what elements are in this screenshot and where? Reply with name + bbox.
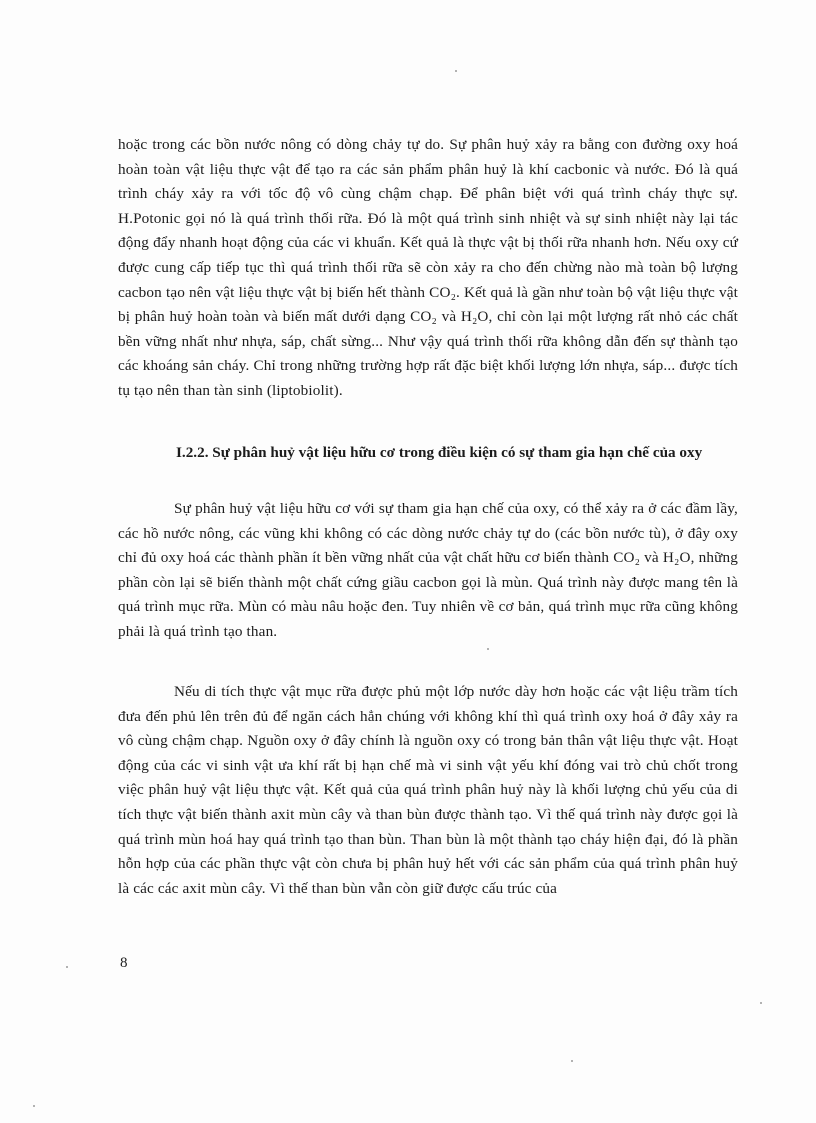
scan-speck bbox=[760, 1002, 762, 1004]
body-paragraph-1 bbox=[118, 133, 738, 404]
scan-speck bbox=[487, 648, 489, 650]
body-paragraph-3 bbox=[118, 680, 738, 901]
paragraph-text: Nếu di tích thực vật mục rữa được phủ một lớp nước dày hơn hoặc các vật liệu trầm tích đưa đến phủ lên trên đủ để ngăn cách hẳn chúng với không khí thì quá trình oxy hoá ở đây xảy ra vô cùng chậm chạp. Nguồn oxy ở đây chính là nguồn oxy có trong bản thân vật liệu thực vật. Hoạt động của các vi sinh vật ưa khí rất bị hạn chế mà vi sinh vật yếu khí đóng vai trò chủ chốt trong việc phân huỷ vật liệu thực vật. Kết quả của quá trình phân huỷ này là khối lượng chủ yếu của di tích thực vật biến thành axit mùn cây và than bùn được thành tạo. Vì thế quá trình này được gọi là quá trình mùn hoá hay quá trình tạo than bùn. Than bùn là một thành tạo cháy hiện đại, đó là phần hỗn hợp của các phần thực vật còn chưa bị phân huỷ hết với các sản phẩm của quá trình phân huỷ là các các axit mùn cây. Vì thế than bùn vẫn còn giữ được cấu trúc của bbox=[118, 683, 738, 897]
body-paragraph-2 bbox=[118, 497, 738, 645]
scan-speck bbox=[66, 966, 68, 968]
paragraph-text: Sự phân huỷ vật liệu hữu cơ với sự tham gia hạn chế của oxy, có thể xảy ra ở các đầm lầy, các hồ nước nông, các vũng khi không có các dòng nước chảy tự do (các bồn nước tù), ở đây oxy chỉ đủ oxy hoá các thành phần ít bền vững nhất của vật chất hữu cơ biến thành CO₂ và H₂O, những phần còn lại sẽ biến thành một chất cứng giầu cacbon gọi là mùn. Quá trình này được mang tên là quá trình mục rữa. Mùn có màu nâu hoặc đen. Tuy nhiên về cơ bản, quá trình mục rữa cũng không phải là quá trình tạo than. bbox=[118, 500, 738, 640]
section-heading: I.2.2. Sự phân huỷ vật liệu hữu cơ trong điều kiện có sự tham gia hạn chế của oxy bbox=[176, 444, 703, 461]
scan-speck bbox=[33, 1105, 35, 1107]
scan-speck bbox=[455, 70, 457, 72]
scan-speck bbox=[571, 1060, 573, 1062]
page-number: 8 bbox=[120, 955, 128, 971]
paragraph-text: hoặc trong các bồn nước nông có dòng chảy tự do. Sự phân huỷ xảy ra bằng con đường oxy hoá hoàn toàn vật liệu thực vật để tạo ra các sản phẩm phân huỷ là khí cacbonic và nước. Đó là quá trình cháy xảy ra với tốc độ vô cùng chậm chạp. Để phân biệt với quá trình cháy thực sự. H.Potonic gọi nó là quá trình thối rữa. Đó là một quá trình sinh nhiệt và sự sinh nhiệt này lại tác động đẩy nhanh hoạt động của các vi khuẩn. Kết quả là thực vật bị thối rữa nhanh hơn. Nếu oxy cứ được cung cấp tiếp tục thì quá trình thối rữa sẽ còn xảy ra cho đến chừng nào mà toàn bộ lượng cacbon tạo nên vật liệu thực vật bị biến hết thành CO₂. Kết quả là gần như toàn bộ vật liệu thực vật bị phân huỷ hoàn toàn và biến mất dưới dạng CO₂ và H₂O, chỉ còn lại một lượng rất nhỏ các chất bền vững nhất như nhựa, sáp, chất sừng... Như vậy quá trình thối rữa không dẫn đến sự thành tạo các khoáng sản cháy. Chỉ trong những trường hợp rất đặc biệt khối lượng lớn nhựa, sáp... được tích tụ tạo nên than tàn sinh (liptobiolit). bbox=[118, 136, 738, 399]
